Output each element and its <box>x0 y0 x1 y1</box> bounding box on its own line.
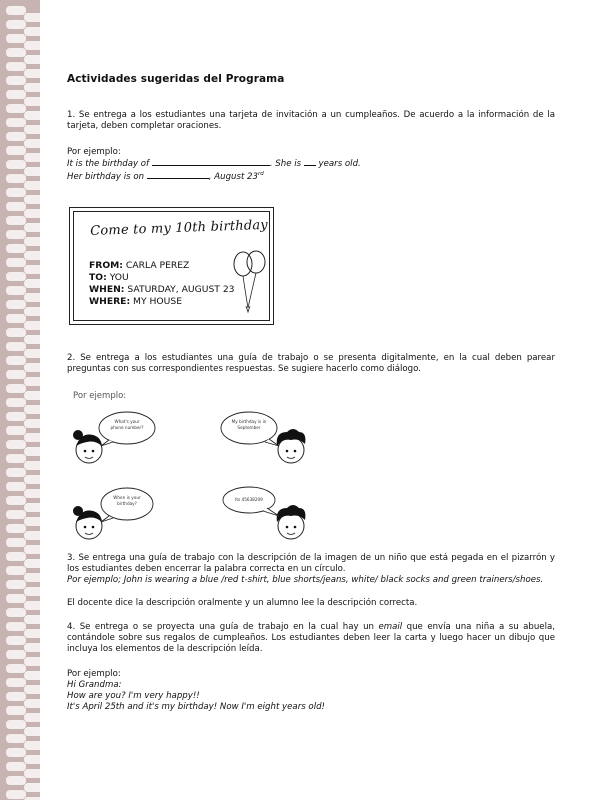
bubble-text-line: What's your <box>114 419 140 424</box>
binding-hole <box>24 587 40 596</box>
binding-hole <box>6 440 26 449</box>
binding-hole <box>24 223 40 232</box>
binding-hole <box>6 258 26 267</box>
binding-hole <box>6 62 26 71</box>
speech-bubble-4 <box>223 487 279 516</box>
binding-hole <box>24 783 40 792</box>
item-4-text: 4. Se entrega o se proyecta una guía de trabajo en la cual hay un email que envía una niña a su abuela, contándole sobre sus regalos de cumpleaños. Los estudiantes deben leer la carta y luego hacer un dibujo que incluya los elementos de la descripción leída. <box>67 622 555 654</box>
binding-hole <box>24 699 40 708</box>
binding-hole <box>6 48 26 57</box>
binding-hole <box>6 90 26 99</box>
dialog-example-label: Por ejemplo: <box>73 391 127 401</box>
card-where: WHERE: MY HOUSE <box>89 296 183 307</box>
binding-hole <box>6 216 26 225</box>
binding-hole <box>24 83 40 92</box>
binding-hole <box>6 524 26 533</box>
binding-hole <box>24 363 40 372</box>
binding-hole <box>6 132 26 141</box>
binding-hole <box>24 531 40 540</box>
binding-hole <box>6 160 26 169</box>
binding-hole <box>24 573 40 582</box>
binding-hole <box>24 769 40 778</box>
binding-hole <box>6 174 26 183</box>
bubble-text-line: When is your <box>113 495 141 500</box>
svg-text:When is yourbirthday? <box>113 495 141 506</box>
binding-hole <box>6 538 26 547</box>
binding-hole <box>6 776 26 785</box>
binding-hole <box>24 69 40 78</box>
item-3-after: El docente dice la descripción oralmente y un alumno lee la descripción correcta. <box>67 598 418 608</box>
item-1-example-line-1: It is the birthday of . She is years old. <box>67 159 361 169</box>
binding-hole <box>24 685 40 694</box>
binding-hole <box>6 104 26 113</box>
binding-hole <box>24 755 40 764</box>
binding-hole <box>24 125 40 134</box>
binding-hole <box>6 230 26 239</box>
speech-bubble-3 <box>101 488 153 522</box>
binding-hole <box>24 111 40 120</box>
binding-hole <box>6 6 26 15</box>
binding-hole <box>6 762 26 771</box>
binding-hole <box>6 580 26 589</box>
binding-hole <box>24 489 40 498</box>
binding-hole <box>24 517 40 526</box>
binding-hole <box>24 349 40 358</box>
binding-hole <box>24 167 40 176</box>
girl-face-icon-2 <box>73 506 102 539</box>
binding-hole <box>24 461 40 470</box>
binding-hole <box>24 335 40 344</box>
binding-hole <box>6 566 26 575</box>
binding-hole <box>6 636 26 645</box>
binding-hole <box>24 447 40 456</box>
binding-hole <box>24 657 40 666</box>
binding-hole <box>24 629 40 638</box>
balloons-icon <box>232 250 268 314</box>
letter-line-1: Hi Grandma: <box>67 680 122 690</box>
binding-hole <box>6 482 26 491</box>
binding-hole <box>6 720 26 729</box>
binding-hole <box>6 20 26 29</box>
binding-hole <box>6 34 26 43</box>
binding-hole <box>6 706 26 715</box>
binding-hole <box>6 608 26 617</box>
binding-hole <box>24 321 40 330</box>
binding-hole <box>24 41 40 50</box>
bubble-text-line: My birthday is in <box>231 419 267 424</box>
binding-hole <box>24 153 40 162</box>
binding-hole <box>6 622 26 631</box>
binding-hole <box>24 713 40 722</box>
binding-hole <box>6 342 26 351</box>
binding-hole <box>6 594 26 603</box>
binding-hole <box>24 55 40 64</box>
binding-hole <box>24 377 40 386</box>
bubble-text-line: birthday? <box>117 501 137 506</box>
document-title: Actividades sugeridas del Programa <box>67 73 285 85</box>
binding-hole <box>24 741 40 750</box>
binding-hole <box>6 398 26 407</box>
binding-hole <box>24 279 40 288</box>
binding-hole <box>24 503 40 512</box>
binding-hole <box>6 664 26 673</box>
binding-hole <box>6 146 26 155</box>
speech-bubble-1 <box>99 412 155 446</box>
speech-bubble-2 <box>221 412 279 446</box>
binding-hole <box>24 727 40 736</box>
binding-hole <box>24 475 40 484</box>
binding-hole <box>6 244 26 253</box>
binding-hole <box>24 615 40 624</box>
binding-hole <box>24 237 40 246</box>
binding-hole <box>6 314 26 323</box>
binding-hole <box>6 468 26 477</box>
girl-face-icon-1 <box>73 430 102 463</box>
binding-hole <box>24 307 40 316</box>
binding-hole <box>6 412 26 421</box>
binding-hole <box>6 286 26 295</box>
svg-text:Its 45638209 <box>235 497 263 502</box>
binding-hole <box>6 272 26 281</box>
binding-hole <box>6 454 26 463</box>
binding-hole <box>24 419 40 428</box>
boy-face-icon-2 <box>277 505 306 539</box>
binding-hole <box>6 650 26 659</box>
letter-line-3: It's April 25th and it's my birthday! Now I'm eight years old! <box>67 702 325 712</box>
binding-hole <box>6 328 26 337</box>
binding-hole <box>24 601 40 610</box>
card-to: TO: YOU <box>89 272 129 283</box>
binding-hole <box>6 202 26 211</box>
dialog-illustration <box>67 388 367 553</box>
binding-hole <box>24 433 40 442</box>
binding-hole <box>24 545 40 554</box>
boy-face-icon-1 <box>277 429 306 463</box>
letter-line-2: How are you? I'm very happy!! <box>67 691 200 701</box>
binding-hole <box>6 692 26 701</box>
binding-hole <box>6 496 26 505</box>
spiral-binding <box>0 0 40 800</box>
binding-hole <box>24 671 40 680</box>
item-1-example-label: Por ejemplo: <box>67 147 121 157</box>
binding-hole <box>6 426 26 435</box>
binding-hole <box>6 188 26 197</box>
binding-hole <box>24 13 40 22</box>
card-when: WHEN: SATURDAY, AUGUST 23 <box>89 284 235 295</box>
item-1-text: 1. Se entrega a los estudiantes una tarjeta de invitación a un cumpleaños. De acuerdo a la información de la tarjeta, deben completar oraciones. <box>67 110 555 131</box>
binding-hole <box>24 195 40 204</box>
dialog-drawing <box>67 388 367 553</box>
binding-hole <box>24 265 40 274</box>
bubble-text-line: phone number? <box>110 425 144 430</box>
binding-hole <box>6 76 26 85</box>
binding-hole <box>6 384 26 393</box>
binding-hole <box>24 251 40 260</box>
binding-hole <box>6 300 26 309</box>
binding-hole <box>6 734 26 743</box>
binding-hole <box>6 118 26 127</box>
binding-hole <box>24 181 40 190</box>
binding-hole <box>6 678 26 687</box>
card-from: FROM: CARLA PEREZ <box>89 260 190 271</box>
binding-hole <box>6 370 26 379</box>
binding-hole <box>24 97 40 106</box>
invitation-card <box>69 207 274 325</box>
binding-hole <box>6 510 26 519</box>
item-2-text: 2. Se entrega a los estudiantes una guía de trabajo o se presenta digitalmente, en la cual deben parear preguntas con sus correspondientes respuestas. Se sugiere hacerlo como diálogo. <box>67 353 555 374</box>
binding-hole <box>6 748 26 757</box>
binding-hole <box>24 643 40 652</box>
item-3-example: Por ejemplo; John is wearing a blue /red t-shirt, blue shorts/jeans, white/ black socks and green trainers/shoes. <box>67 575 544 585</box>
binding-hole <box>6 356 26 365</box>
binding-hole <box>24 209 40 218</box>
binding-hole <box>24 293 40 302</box>
binding-hole <box>24 27 40 36</box>
binding-hole <box>24 559 40 568</box>
bubble-text-line: September <box>237 425 261 430</box>
item-1-example-line-2: Her birthday is on , August 23rd <box>67 171 264 182</box>
bubble-text-line: Its 45638209 <box>235 497 263 502</box>
binding-hole <box>24 139 40 148</box>
card-heading: Come to my 10th birthday <box>90 217 269 239</box>
svg-text:What's yourphone number? <box>110 419 143 430</box>
binding-hole <box>24 391 40 400</box>
item-3-text: 3. Se entrega una guía de trabajo con la descripción de la imagen de un niño que está pegada en el pizarrón y los estudiantes deben encerrar la palabra correcta en un círculo. <box>67 553 555 574</box>
binding-hole <box>6 790 26 799</box>
binding-hole <box>6 552 26 561</box>
binding-hole <box>24 405 40 414</box>
item-4-example-label: Por ejemplo: <box>67 669 121 679</box>
